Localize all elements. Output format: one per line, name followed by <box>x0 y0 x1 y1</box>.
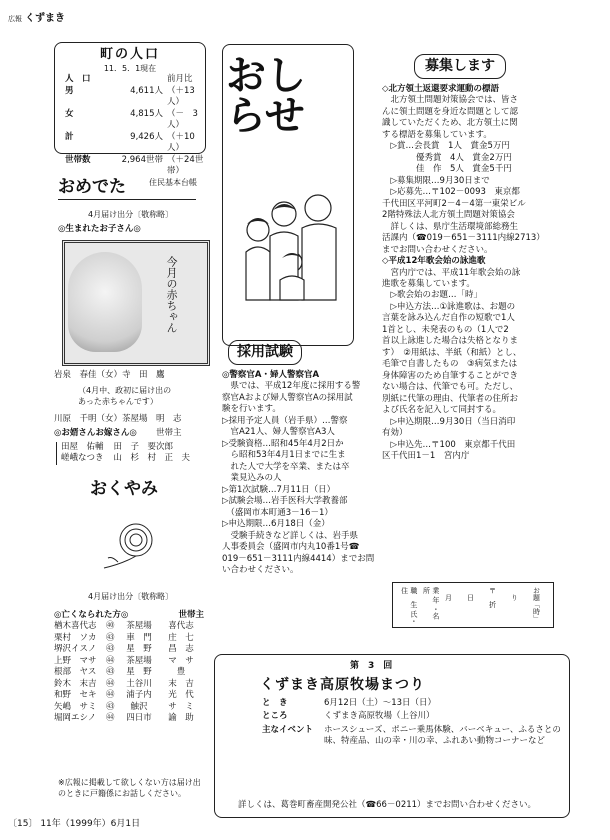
boshu-line: 毛筆で自書したもの ③病気または <box>382 359 518 370</box>
okuyami-row <box>54 702 204 713</box>
boshu-line: ない場合は、代筆でも可。ただし、 <box>382 382 519 393</box>
form-label: 日 <box>466 587 475 601</box>
population-row <box>55 86 205 109</box>
boshu-line: 識していただくため、北方領土に関 <box>382 118 518 129</box>
okuyami-cell: 茶屋場 <box>126 621 152 632</box>
okuyami-cell: ㊸ <box>106 701 115 712</box>
pop-value: 2,964世帯 <box>121 154 163 165</box>
okuyami-cell: 車 門 <box>126 632 152 643</box>
form-label: お題「時」 <box>532 587 541 622</box>
boshu-line: ▷募集期限…9月30日まで <box>382 175 490 186</box>
boshu-line: 宮内庁では、平成11年歌会始の詠 <box>382 267 521 278</box>
boshu-title: 募集します <box>414 54 506 79</box>
festival-title: くずまき高原牧場まつり <box>260 677 425 693</box>
boshu-line: ▷申込先…〒100 東京都千代田 <box>382 439 516 450</box>
okuyami-cell: 喜代志 <box>168 621 194 632</box>
population-row <box>55 132 205 155</box>
form-label: 〒 折 <box>488 587 497 608</box>
saiyo-line: ▷第1次試験…7月11日（日） <box>222 484 336 495</box>
saiyo-body <box>222 370 375 576</box>
pop-key: 男 <box>65 85 74 96</box>
boshu-line: 北方領土問題対策協会では、皆さ <box>382 95 519 106</box>
okuyami-cell: 茶屋場 <box>126 655 152 666</box>
okuyami-cell: 堺沢イスノ <box>54 644 97 655</box>
boshu-line: 活課内（☎019－651－3111内線2713） <box>382 233 545 244</box>
boshu-line: 進歌を募集しています。 <box>382 278 475 289</box>
okuyami-cell: 四日市 <box>126 713 152 724</box>
couple-b: 山 杉 村 正 夫 <box>113 453 191 464</box>
boshu-line: 1首とし、未発表のもの（1人で2 <box>382 324 509 335</box>
okuyami-row <box>54 633 204 644</box>
saiyo-line: ▷採用予定人員（岩手県）…警察 <box>222 415 348 426</box>
okuyami-cell: 鈴木 末吉 <box>54 678 97 689</box>
boshu-line: 詳しくは、県庁生活環境部総務生 <box>382 221 519 232</box>
okuyami-cell: ㊹ <box>106 690 115 701</box>
marriage-head: 川原 千明（女）茶屋場 明 志 <box>54 414 182 424</box>
boshu-line: 優秀賞 4人 賞金2万円 <box>382 152 512 163</box>
boshu-line: 佳 作 5人 賞金5千円 <box>382 164 512 175</box>
boshu-line: 有効） <box>382 428 408 439</box>
saiyo-line: 験を行います。 <box>222 404 281 415</box>
okuyami-cell: 土谷川 <box>126 678 152 689</box>
okuyami-cell: 星 野 <box>126 667 152 678</box>
population-title: 町の人口 <box>99 47 160 62</box>
saiyo-line: い合わせください。 <box>222 564 299 575</box>
festival-item <box>262 711 562 722</box>
okuyami-cell: マ サ <box>168 655 194 666</box>
form-label: 月 <box>444 587 453 601</box>
okuyami-table <box>54 610 204 725</box>
saiyo-line: 察官Aおよび婦人警察官Aの採用試 <box>222 392 353 403</box>
masthead <box>8 12 65 26</box>
pop-h2: 前月比 <box>167 74 193 85</box>
boshu-line: 2階特殊法人北方領土問題対策協会 <box>382 210 515 221</box>
page-footer: 〔15〕 11年（1999年）6月1日 <box>8 819 141 829</box>
festival-key: 主なイベント <box>262 724 314 735</box>
marriage-title: ◎お婿さんお嫁さん◎ <box>54 428 137 438</box>
okuyami-cell: ㊵ <box>106 621 115 632</box>
boshu-line: ◇北方領土返還要求運動の標語 <box>382 84 500 94</box>
festival-value: くずまき高原牧場（上谷川） <box>324 711 435 722</box>
couple-b: 田 子 要次郎 <box>113 442 174 452</box>
festival-note: 詳しくは、葛巻町畜産開発公社（☎66－0211）までお問い合わせください。 <box>238 800 537 810</box>
marriage-right: 世帯主 <box>156 428 182 438</box>
saiyo-line: 019－651－3111内線4414）までお問 <box>222 553 375 564</box>
okuyami-cell: 和野 セキ <box>54 690 97 701</box>
okuyami-footnote: ※広報に掲載して欲しくない方は届け出のときに戸籍係にお話しください。 <box>58 778 201 798</box>
okuyami-cell: ㊹ <box>106 678 115 689</box>
okuyami-head <box>54 610 204 621</box>
saiyo-line: ▷試験会場…岩手医科大学教養部 <box>222 496 348 507</box>
boshu-line: 首以上詠進した場合は失格となりま <box>382 336 519 347</box>
okuyami-cell: 星 野 <box>126 644 152 655</box>
form-label: り <box>510 587 519 608</box>
born-line: 岩泉 春佳（女）寺 田 鷹 <box>54 370 165 380</box>
saiyo-line: （盛岡市本町通3－16－1） <box>222 507 333 518</box>
family-illustration <box>236 190 346 310</box>
boshu-line: す） ②用紙は、半紙（和紙）とし、 <box>382 347 522 358</box>
population-row <box>55 155 205 178</box>
pop-value: 4,611人 <box>130 85 163 96</box>
boshu-line: ▷賞…会長賞 1人 賞金5万円 <box>382 141 510 152</box>
boshu-line: 言葉を詠み込んだ自作の短歌で1人 <box>382 313 515 324</box>
oshirase-b: らせ <box>226 93 305 139</box>
okuyami-note: 4月届け出分〔敬称略〕 <box>88 592 174 601</box>
okuyami-cell: 栗村 ソカ <box>54 632 97 643</box>
couple-row <box>61 442 205 453</box>
saiyo-line: ▷受験資格…昭和45年4月2日か <box>222 438 344 449</box>
born-note: （4月中、政初に届け出のあった赤ちゃんです） <box>78 386 172 406</box>
chrysanthemum-icon <box>98 520 158 570</box>
pop-diff: （＋10人） <box>167 131 195 154</box>
couple-row <box>61 453 205 464</box>
okuyami-row <box>54 667 204 678</box>
boshu-line: ▷申込方法…①詠進歌は、お題の <box>382 301 516 312</box>
couples-list <box>56 442 205 465</box>
okuyami-row <box>54 621 204 632</box>
okuyami-cell: 堀岡エシノ <box>54 713 97 724</box>
pop-diff: （＋13人） <box>167 85 195 108</box>
population-date: 11．5．1現在 <box>103 63 157 73</box>
boshu-line: 千代田区平河町2－4－4第一東栄ビル <box>382 198 526 209</box>
born-title: ◎生まれたお子さん◎ <box>58 224 141 234</box>
okuyami-cell: ㊹ <box>106 655 115 666</box>
okuyami-row <box>54 656 204 667</box>
pop-value: 4,815人 <box>130 108 163 119</box>
population-row <box>55 109 205 132</box>
okuyami-cell: 触沢 <box>130 701 148 712</box>
omedeta-note: 4月届け出分〔敬称略〕 <box>88 210 174 219</box>
okuyami-cell: ㊸ <box>106 667 115 678</box>
saiyo-line: ら昭和53年4月1日までに生ま <box>222 450 346 461</box>
population-source: 住民基本台帳 <box>149 177 197 187</box>
saiyo-line: 受験手続きなど詳しくは、岩手県 <box>222 530 359 541</box>
pop-key: 計 <box>65 131 74 142</box>
population-header <box>55 74 205 85</box>
masthead-name: くずまき <box>25 13 65 24</box>
festival-key: と き <box>262 698 288 708</box>
okuyami-cell: 楢木喜代志 <box>54 621 97 632</box>
oshirase-a: おし <box>226 53 306 99</box>
okuyami-cell: ㊸ <box>106 644 115 655</box>
boshu-line: する標語を募集しています。 <box>382 129 492 140</box>
okuyami-cell: 庄 七 <box>168 632 194 643</box>
saiyo-line: ▷申込期限…6月18日（金） <box>222 519 330 530</box>
pop-h0: 人 口 <box>65 74 91 85</box>
festival-details <box>262 698 562 750</box>
okuyami-cell: 矢嶋 サミ <box>54 701 97 712</box>
form-label: 業 年 ・名 所 <box>422 587 440 627</box>
form-label: 職 生 氏・住 <box>400 587 418 625</box>
application-form-diagram <box>392 582 554 628</box>
okuyami-cell: 諭 助 <box>168 713 194 724</box>
couple-a: 嵯峨なつき <box>61 453 104 464</box>
festival-item <box>262 698 562 709</box>
festival-value: 6月12日（土）～13日（日） <box>324 698 437 708</box>
okuyami-h0: ◎亡くなられた方◎ <box>54 610 129 620</box>
okuyami-row <box>54 644 204 655</box>
boshu-line: ▷申込期限…9月30日（当日消印 <box>382 416 516 427</box>
okuyami-cell: ㊹ <box>106 713 115 724</box>
saiyo-line: れた人で大学を卒業、または卒 <box>222 461 350 472</box>
pop-key: 世帯数 <box>65 154 91 165</box>
okuyami-cell: 根部 ヤス <box>54 667 97 678</box>
okuyami-cell: 豊 <box>176 667 186 678</box>
okuyami-title: おくやみ <box>90 479 158 499</box>
pop-diff: （＋24世帯） <box>167 154 204 177</box>
boshu-body <box>382 84 558 462</box>
festival-item <box>262 725 562 748</box>
festival-key: ところ <box>262 711 288 722</box>
pop-key: 女 <box>65 108 74 119</box>
okuyami-row <box>54 690 204 701</box>
saiyo-line: 人事委員会（盛岡市内丸10番1号☎ <box>222 542 360 553</box>
okuyami-cell: ㊸ <box>106 632 115 643</box>
okuyami-row <box>54 713 204 724</box>
pop-value: 9,426人 <box>130 131 163 142</box>
omedeta-title: おめでた <box>58 176 196 200</box>
saiyo-line: 官A21人、婦人警察官A3人 <box>222 427 335 438</box>
saiyo-head: ◎警察官A・婦人警察官A <box>222 370 320 380</box>
festival-number: 第 3 回 <box>350 661 393 671</box>
pop-h1 <box>103 74 163 85</box>
oshirase-title <box>226 53 306 139</box>
baby-image <box>68 252 142 352</box>
okuyami-row <box>54 679 204 690</box>
okuyami-cell: 光 代 <box>168 690 194 701</box>
masthead-small: 広報 <box>8 15 22 23</box>
boshu-line: 別紙に代筆の理由、代筆者の住所お <box>382 393 519 404</box>
saiyo-title: 採用試験 <box>228 340 302 365</box>
boshu-line: 身体障害のため自筆することができ <box>382 370 519 381</box>
saiyo-line: 県では、平成12年度に採用する警 <box>222 381 361 392</box>
couple-a: 田屋 佑輔 <box>61 442 104 452</box>
boshu-line: ◇平成12年歌会始の詠進歌 <box>382 256 486 267</box>
pop-diff: （－ 3人） <box>167 108 198 131</box>
boshu-line: ▷歌会始のお題…「時」 <box>382 290 483 301</box>
boshu-line: 区千代田1－1 宮内庁 <box>382 451 470 461</box>
boshu-line: までお問い合わせください。 <box>382 244 493 255</box>
okuyami-cell: サ ミ <box>168 701 194 712</box>
okuyami-cell: 昌 志 <box>168 644 194 655</box>
boshu-line: ▷応募先…〒102－0093 東京都 <box>382 187 520 198</box>
boshu-line: んに領土問題を身近な問題として認 <box>382 106 519 117</box>
boshu-line: よび氏名を記入して同封する。 <box>382 405 502 416</box>
okuyami-cell: 上野 マサ <box>54 655 97 666</box>
photo-label: 今月の赤ちゃん <box>165 256 178 333</box>
okuyami-h3: 世帯主 <box>178 610 204 620</box>
festival-value: ホースシューズ、ポニー乗馬体験、バーベキュー、ふるさとの味、特産品、山の幸・川の幸、ふれあい動物コーナーなど <box>324 724 561 747</box>
okuyami-cell: 末 吉 <box>168 678 194 689</box>
okuyami-cell: 浦子内 <box>126 690 152 701</box>
saiyo-line: 業見込みの人 <box>222 473 282 484</box>
